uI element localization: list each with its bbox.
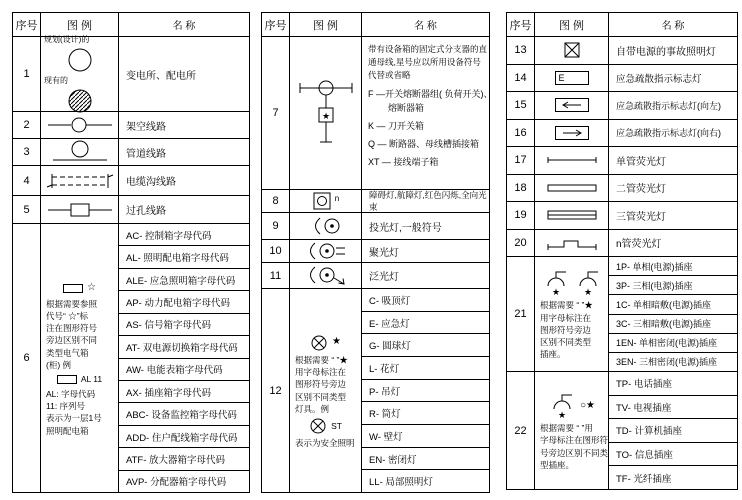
code-item: R- 筒灯	[362, 401, 489, 424]
code-item: TO- 信息插座	[609, 442, 737, 466]
arrow-right-icon	[560, 129, 584, 137]
superscript-n-label: n	[334, 194, 340, 203]
row-no: 19	[507, 202, 535, 229]
fluorescent-single-symbol	[544, 155, 600, 165]
col-header-symbol: 图 例	[535, 13, 609, 36]
item-line: K — 刀开关箱	[368, 120, 425, 131]
svg-text:★: ★	[551, 287, 560, 298]
legend-note: 字母标注在图形符	[540, 435, 609, 446]
lamp-st-example-symbol	[309, 417, 342, 435]
code-item: 3P- 三相(电源)插座	[609, 275, 737, 294]
row-no: 2	[13, 112, 41, 138]
legend-note: 根据需要 “ ”★	[540, 300, 593, 311]
code-item: P- 吊灯	[362, 379, 489, 402]
code-item: ALE- 应急照明箱字母代码	[119, 268, 249, 290]
symbol-cell	[41, 139, 119, 165]
existing-label: 现有的	[44, 76, 68, 85]
table-row	[13, 138, 249, 165]
col-header-name: 名 称	[414, 21, 437, 32]
legend-note: 根据需要 “ ”用	[540, 422, 593, 433]
comm-socket-symbols	[548, 392, 595, 420]
code-item: 3C- 三相暗敷(电源)插座	[609, 314, 737, 333]
symbol-cell	[41, 166, 119, 195]
box-star-symbol	[63, 281, 96, 296]
name-cell: 过孔线路	[126, 206, 166, 217]
symbol-cell	[290, 213, 362, 239]
row-no: 14	[507, 65, 535, 92]
code-item: ATF- 放大器箱字母代码	[119, 447, 249, 469]
evac-sign-left-symbol	[555, 98, 589, 112]
code-item: TF- 光纤插座	[609, 465, 737, 489]
code-item: AS- 信号箱字母代码	[119, 313, 249, 335]
spotlight-symbol	[303, 241, 349, 261]
legend-note: 用字母标注在	[295, 366, 347, 377]
symbol-cell	[535, 120, 609, 147]
row-no: 4	[13, 166, 41, 195]
st-label: ST	[331, 420, 342, 431]
symbol-cell	[535, 230, 609, 257]
code-list	[609, 372, 737, 489]
evac-sign-symbol	[555, 71, 589, 85]
fluorescent-triple-symbol	[544, 208, 600, 222]
code-item: G- 圆球灯	[362, 333, 489, 356]
table-row	[13, 111, 249, 138]
table-row	[507, 119, 737, 147]
code-item: AC- 控制箱字母代码	[126, 230, 212, 242]
circle-star-icon: ○★	[579, 399, 595, 411]
name-cell: 自带电源的事故照明灯	[616, 46, 716, 58]
desc-line: 通母线,星号应以所用设备符号	[368, 56, 481, 67]
name-cell: 三管荧光灯	[616, 211, 666, 223]
code-item: 3EN- 三相密闭(电源)插座	[609, 352, 737, 371]
name-cell: 管道线路	[126, 148, 166, 160]
socket-symbol	[574, 269, 602, 297]
table-row	[507, 91, 737, 119]
symbol-cell	[535, 92, 609, 119]
row-no: 18	[507, 175, 535, 202]
table-row	[262, 262, 489, 288]
code-item: L- 花灯	[362, 356, 489, 379]
code-list	[609, 257, 737, 371]
item-line: XT — 接线端子箱	[368, 157, 439, 168]
cable-trench-symbol	[46, 171, 114, 191]
name-cell: 聚光灯	[369, 247, 399, 259]
header-row	[13, 13, 249, 36]
symbol-cell	[290, 37, 362, 189]
symbol-cell	[535, 65, 609, 92]
row-no: 5	[13, 196, 41, 223]
code-item: ABC- 设备监控箱字母代码	[119, 402, 249, 424]
obstruction-light-symbol	[312, 191, 334, 211]
socket-symbol	[542, 269, 570, 297]
header-row	[262, 13, 489, 36]
lamp-icon	[310, 334, 328, 352]
symbol-cell	[41, 37, 119, 111]
symbol-cell	[41, 112, 119, 138]
legend-note: 旁边区别不同	[46, 335, 98, 346]
code-item: TD- 计算机插座	[609, 418, 737, 442]
col-header-symbol: 图 例	[41, 13, 119, 36]
col-header-no: 序号	[507, 13, 535, 36]
code-item: W- 壁灯	[362, 424, 489, 447]
row-no: 12	[262, 289, 290, 492]
letter-e-label: E	[558, 72, 565, 83]
symbol-cell	[41, 224, 119, 492]
code-item: 1EN- 单相密闭(电源)插座	[609, 333, 737, 352]
socket-symbols	[542, 269, 602, 297]
table-row	[507, 371, 737, 489]
legend-note: 根据需要参照	[46, 298, 98, 309]
code-list	[362, 289, 489, 492]
legend-note: 照明配电箱	[46, 425, 89, 436]
svg-text:★: ★	[583, 287, 592, 298]
projector-light-symbol	[308, 216, 344, 236]
box-code-example-symbol	[57, 373, 102, 385]
code-item: AT- 双电源切换箱字母代码	[119, 335, 249, 357]
table-row	[262, 212, 489, 239]
legend-note: 注在图形符号	[46, 323, 98, 334]
name-cell: 单管荧光灯	[616, 156, 666, 168]
col-header-symbol: 图 例	[290, 13, 362, 36]
row-no: 1	[13, 37, 41, 111]
row-no: 13	[507, 37, 535, 64]
legend-table-middle	[261, 12, 493, 493]
symbol-cell	[535, 37, 609, 64]
row-no: 17	[507, 147, 535, 174]
svg-text:★: ★	[321, 111, 330, 121]
symbol-cell	[290, 289, 362, 492]
symbol-cell	[41, 196, 119, 223]
legend-note: 表示为安全照明	[295, 438, 355, 449]
table-row	[262, 36, 493, 189]
item-line: F —开关熔断器组( 负荷开关)、	[368, 89, 493, 100]
name-cell: 应急疏散指示标志灯	[616, 73, 702, 85]
header-row	[507, 13, 737, 36]
star-icon: ★	[332, 336, 341, 348]
table-row	[507, 256, 737, 371]
code-item: C- 吸顶灯	[369, 295, 411, 307]
col-header-no: 序号	[262, 13, 290, 36]
code-item: LL- 局部照明灯	[362, 469, 489, 492]
table-row	[507, 174, 737, 202]
through-hole-line-symbol	[46, 201, 114, 219]
code-item: 1P- 单相(电源)插座	[616, 261, 693, 272]
legend-note: 区别不同类型	[540, 337, 592, 348]
name-cell: 投光灯,一般符号	[369, 222, 442, 234]
code-item: AL- 照明配电箱字母代码	[119, 245, 249, 267]
row-no: 6	[13, 224, 41, 492]
example-code-label: AL 11	[80, 374, 103, 385]
symbol-cell	[535, 372, 609, 489]
row-no: 22	[507, 372, 535, 489]
table-row	[507, 64, 737, 92]
code-item: TV- 电视插座	[609, 395, 737, 419]
desc-line: 代替或省略	[368, 69, 411, 80]
row-no: 11	[262, 263, 290, 288]
name-cell: 变电所、配电所	[126, 70, 196, 82]
row-no: 16	[507, 120, 535, 147]
code-list	[119, 224, 249, 492]
row-no: 10	[262, 240, 290, 262]
row-no: 8	[262, 190, 290, 212]
legend-note: AL: 字母代码	[46, 388, 96, 399]
fluorescent-n-symbol	[544, 235, 600, 251]
row-no: 7	[262, 37, 290, 189]
table-row	[262, 239, 489, 262]
legend-note: 表示为一层1号	[46, 413, 102, 424]
table-row	[13, 223, 249, 492]
name-cell: 障碍灯,航障灯,红色闪烁,全向光束	[369, 190, 487, 212]
table-row	[507, 146, 737, 174]
desc-line: 带有设备箱的固定式分支器的直	[368, 44, 488, 54]
planned-label: 规划(设计)的	[44, 35, 90, 44]
row-no: 9	[262, 213, 290, 239]
code-item: 1C- 单相暗敷(电源)插座	[609, 294, 737, 313]
legend-table-left	[12, 12, 250, 493]
col-header-name: 名 称	[661, 21, 685, 32]
table-row	[262, 189, 489, 212]
name-cell: 应急疏散指示标志灯(向左)	[616, 100, 721, 111]
overhead-line-symbol	[46, 117, 114, 133]
col-header-name: 名 称	[172, 21, 196, 32]
code-item: EN- 密闭灯	[362, 447, 489, 470]
row-no: 3	[13, 139, 41, 165]
item-line: Q — 断路器、母线槽插接箱	[368, 139, 480, 150]
symbol-cell	[535, 175, 609, 202]
conduit-line-symbol	[46, 140, 114, 164]
code-item: AX- 插座箱字母代码	[119, 380, 249, 402]
floodlight-symbol	[303, 265, 349, 287]
code-item: AVP- 分配器箱字母代码	[119, 470, 249, 492]
busway-tapoff-symbol	[295, 74, 357, 152]
table-row	[262, 288, 489, 492]
name-cell	[362, 37, 493, 189]
legend-note: 代号“ ☆”标	[46, 310, 89, 321]
legend-note: 型插座。	[540, 459, 575, 470]
table-row	[13, 36, 249, 111]
table-row	[13, 195, 249, 223]
code-item: ADD- 住户配线箱字母代码	[119, 425, 249, 447]
legend-note: 灯具。例	[295, 403, 330, 414]
name-cell: 架空线路	[126, 121, 166, 133]
item-line: 熔断器箱	[368, 103, 425, 114]
name-cell: 电缆沟线路	[126, 177, 176, 188]
legend-note: 类型电气箱	[46, 347, 89, 358]
symbol-cell	[535, 147, 609, 174]
code-item: TP- 电话插座	[616, 379, 672, 391]
row-no: 15	[507, 92, 535, 119]
row-no: 20	[507, 230, 535, 257]
symbol-cell	[535, 202, 609, 229]
legend-note: (柜) 例	[46, 360, 72, 371]
legend-note: 区别不同类型	[295, 391, 347, 402]
name-cell: 泛光灯	[369, 272, 399, 283]
code-item: AW- 电能表箱字母代码	[119, 358, 249, 380]
table-row	[507, 229, 737, 257]
lamp-star-symbol	[310, 334, 341, 352]
emergency-light-symbol	[563, 41, 581, 59]
legend-note: 用字母标注在	[540, 312, 592, 323]
white-star-icon: ☆	[87, 282, 96, 294]
symbol-cell	[290, 240, 362, 262]
col-header-no: 序号	[13, 13, 41, 36]
legend-note: 根据需要 “ ”★	[295, 354, 348, 365]
svg-text:★: ★	[557, 409, 567, 420]
name-cell: 二管荧光灯	[616, 184, 666, 196]
symbol-cell	[535, 257, 609, 371]
legend-note: 11: 序列号	[46, 401, 86, 412]
table-row	[507, 201, 737, 229]
name-cell: n管荧光灯	[616, 239, 662, 251]
legend-note: 号旁边区别不同类	[540, 447, 609, 458]
symbol-cell	[290, 263, 362, 288]
legend-note: 图形符号旁边	[540, 324, 592, 335]
lamp-icon	[309, 417, 327, 435]
arrow-left-icon	[560, 101, 584, 109]
code-item: E- 应急灯	[362, 311, 489, 334]
symbol-cell	[290, 190, 362, 212]
name-cell: 应急疏散指示标志灯(向右)	[616, 128, 721, 139]
table-row	[13, 165, 249, 195]
socket-star-symbol	[548, 392, 576, 420]
table-row	[507, 36, 737, 64]
legend-table-right	[506, 12, 738, 490]
legend-note: 图形符号旁边	[295, 379, 347, 390]
legend-note: 插座。	[540, 349, 566, 360]
row-no: 21	[507, 257, 535, 371]
fluorescent-double-symbol	[544, 182, 600, 194]
substation-planned-symbol	[67, 47, 93, 73]
code-item: AP- 动力配电箱字母代码	[119, 290, 249, 312]
evac-sign-right-symbol	[555, 126, 589, 140]
